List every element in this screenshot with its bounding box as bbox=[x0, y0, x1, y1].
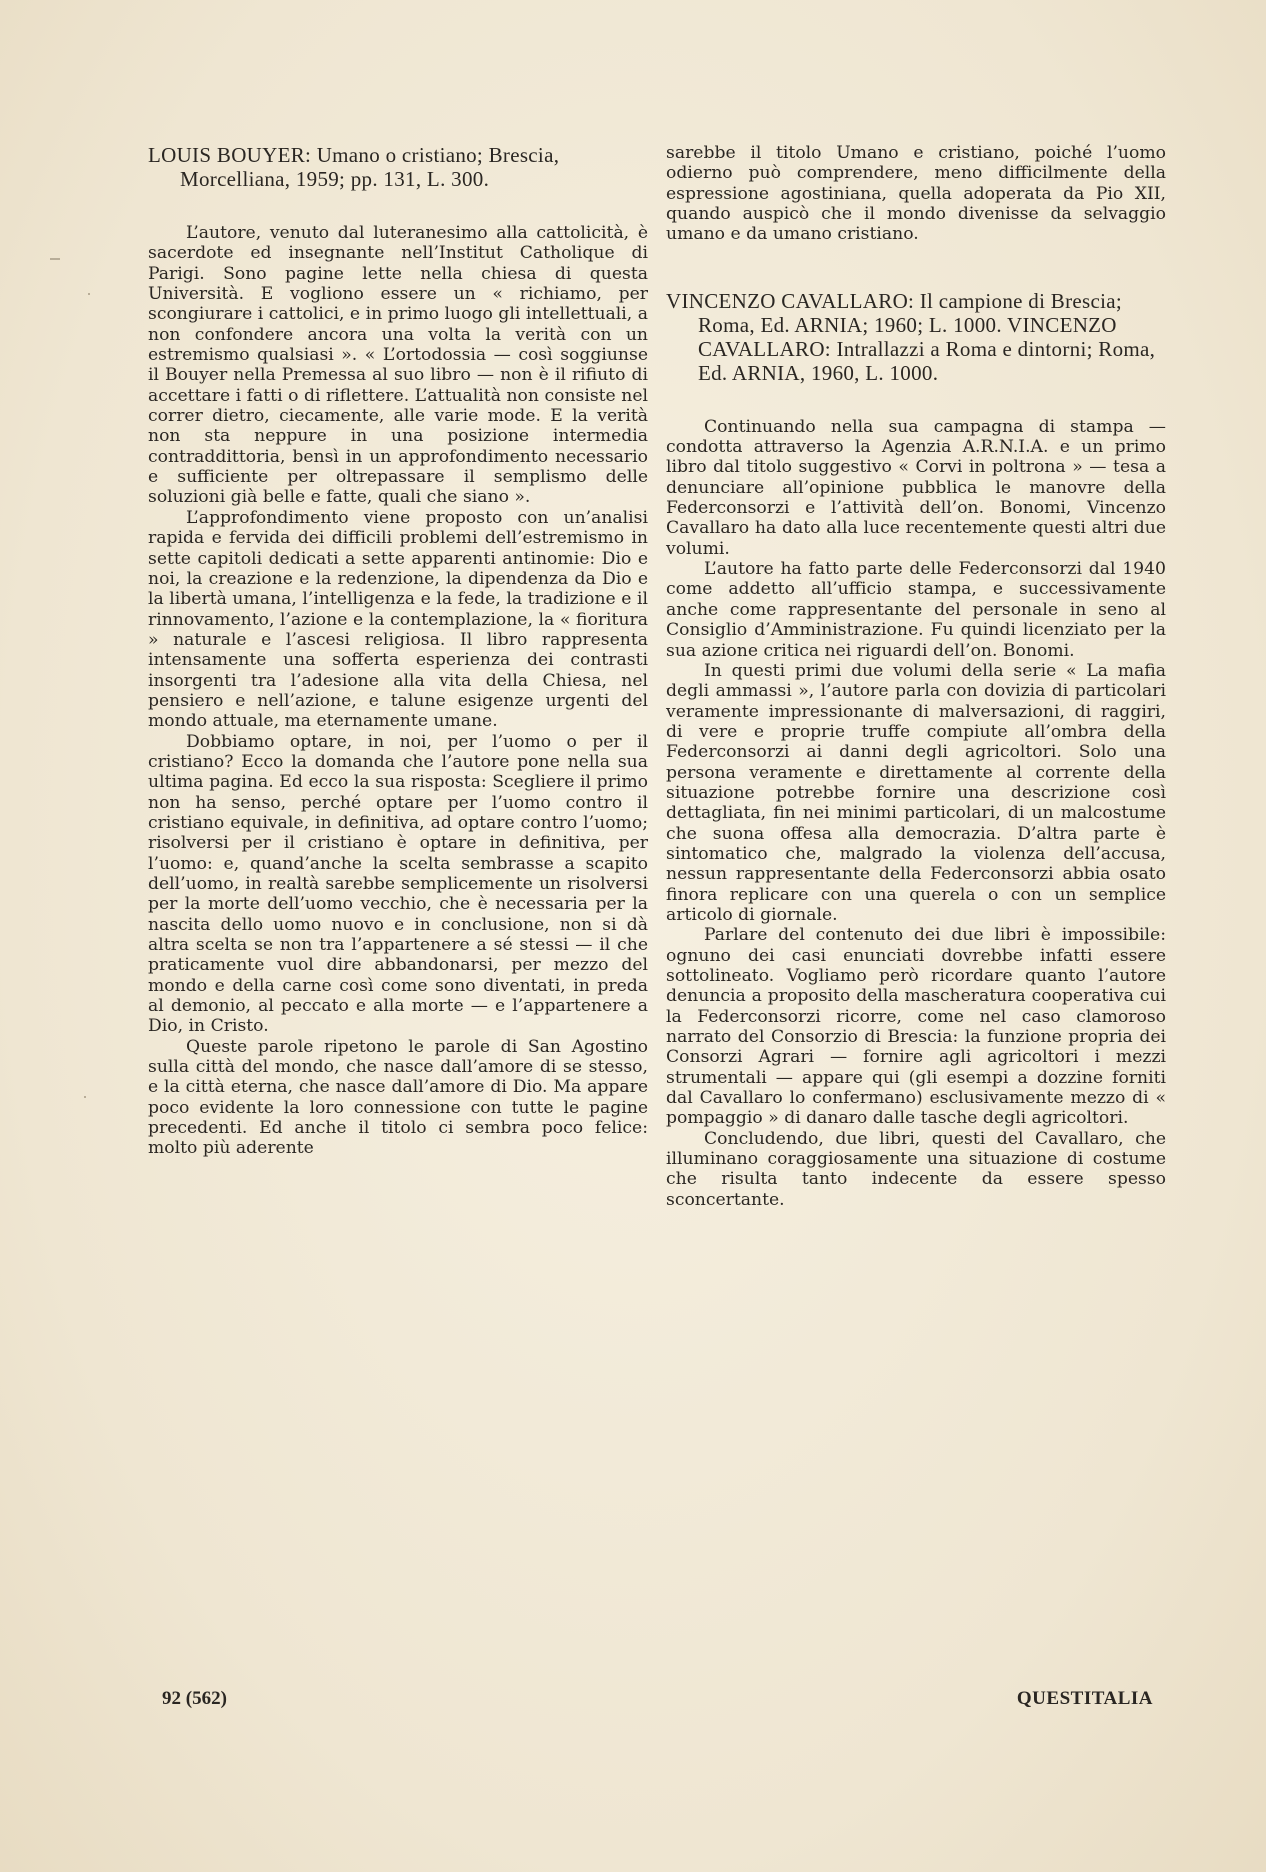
body-paragraph: Concludendo, due libri, questi del Cavallaro, che illuminano coraggiosamente una situazione di costume che risulta tanto indecente da essere spesso sconcertante. bbox=[666, 1128, 1166, 1210]
body-paragraph: Parlare del contenuto dei due libri è impossibile: ognuno dei casi enunciati dovrebbe infatti essere sottolineato. Vogliamo però ricordare quanto l’autore denuncia a proposito della mascheratura cooperativa cui la Federconsorzi ricorre, come nel caso clamoroso narrato del Consorzio di Brescia: la funzione propria dei Consorzi Agrari — fornire agli agricoltori i mezzi strumentali — appare qui (gli esempi a dozzine forniti dal Cavallaro lo confermano) esclusivamente mezzo di « pompaggio » di danaro dalle tasche degli agricoltori. bbox=[666, 925, 1166, 1129]
page-number: 92 (562) bbox=[162, 1688, 227, 1709]
margin-mark bbox=[50, 258, 60, 260]
margin-mark bbox=[84, 1096, 86, 1098]
left-column bbox=[148, 143, 648, 1159]
review-heading-bouyer: LOUIS BOUYER: Umano o cristiano; Brescia, Morcelliana, 1959; pp. 131, L. 300. bbox=[148, 143, 560, 191]
continued-paragraph: sarebbe il titolo Umano e cristiano, poiché l’uomo odierno può comprendere, meno difficilmente della espressione agostiniana, quella adoperata da Pio XII, quando auspicò che il mondo divenisse da selvaggio umano e da umano cristiano. bbox=[666, 143, 1166, 245]
body-paragraph: Dobbiamo optare, in noi, per l’uomo o per il cristiano? Ecco la domanda che l’autore pone nella sua ultima pagina. Ed ecco la sua risposta: Scegliere il primo non ha senso, perché optare per l’uomo contro il cristiano equivale, in definitiva, ad optare contro l’uomo; risolversi per il cristiano è optare in definitiva, per l’uomo: e, quand’anche la scelta sembrasse a scapito dell’uomo, in realtà sarebbe semplicemente un risolversi per la morte dell’uomo vecchio, che è necessaria per la nascita dello uomo nuovo e in conclusione, non si dà altra scelta se non tra l’appartenere a sé stessi — il che praticamente vuol dire abbandonarsi, per mezzo del mondo e della carne così come sono diventati, in preda al demonio, al peccato e alla morte — e l’appartenere a Dio, in Cristo. bbox=[148, 731, 648, 1037]
journal-name: QUESTITALIA bbox=[1016, 1688, 1153, 1709]
review-heading-cavallaro: VINCENZO CAVALLARO: Il campione di Brescia; Roma, Ed. ARNIA; 1960; L. 1000. VINCENZO CAVALLARO: Intrallazzi a Roma e dintorni; Roma, Ed. ARNIA, 1960, L. 1000. bbox=[666, 288, 1156, 385]
body-paragraph: L’autore, venuto dal luteranesimo alla cattolicità, è sacerdote ed insegnante nell’Institut Catholique di Parigi. Sono pagine lette nella chiesa di questa Università. E vogliono essere un « richiamo, per scongiurare i cattolici, e in primo luogo gli intellettuali, a non confondere ancora una volta la verità con un estremismo qualsiasi ». « L’ortodossia — così soggiunse il Bouyer nella Premessa al suo libro — non è il rifiuto di accettare i fatti o di riflettere. L’attualità non consiste nel correr dietro, ciecamente, alle varie mode. E la verità non sta neppure in una posizione intermedia contraddittoria, bensì in un approfondimento necessario e sufficiente per oltrepassare il semplismo delle soluzioni già belle e fatte, quali che siano ». bbox=[148, 223, 648, 508]
right-column bbox=[666, 143, 1166, 1210]
body-paragraph: L’autore ha fatto parte delle Federconsorzi dal 1940 come addetto all’ufficio stampa, e successivamente anche come rappresentante del personale in seno al Consiglio d’Amministrazione. Fu quindi licenziato per la sua azione critica nei riguardi dell’on. Bonomi. bbox=[666, 559, 1166, 661]
body-paragraph: Continuando nella sua campagna di stampa — condotta attraverso la Agenzia A.R.N.I.A. e un primo libro dal titolo suggestivo « Corvi in poltrona » — tesa a denunciare all’opinione pubblica le manovre della Federconsorzi e l’attività dell’on. Bonomi, Vincenzo Cavallaro ha dato alla luce recentemente questi altri due volumi. bbox=[666, 416, 1166, 559]
body-paragraph: Queste parole ripetono le parole di San Agostino sulla città del mondo, che nasce dall’amore di se stesso, e la città eterna, che nasce dall’amore di Dio. Ma appare poco evidente la loro connessione con tutte le pagine precedenti. Ed anche il titolo ci sembra poco felice: molto più aderente bbox=[148, 1036, 648, 1159]
body-paragraph: L’approfondimento viene proposto con un’analisi rapida e fervida dei difficili problemi dell’estremismo in sette capitoli dedicati a sette apparenti antinomie: Dio e noi, la creazione e la redenzione, la dipendenza da Dio e la libertà umana, l’intelligenza e la fede, la tradizione e il rinnovamento, l’azione e la contemplazione, la « fioritura » naturale e l’ascesi religiosa. Il libro rappresenta intensamente una sofferta esperienza dei contrasti insorgenti tra l’adesione alla vita della Chiesa, nel pensiero e nell’azione, e talune esigenze urgenti del mondo attuale, ma eternamente umane. bbox=[148, 507, 648, 732]
body-paragraph: In questi primi due volumi della serie « La mafia degli ammassi », l’autore parla con dovizia di particolari veramente impressionante di malversazioni, di raggiri, di vere e proprie truffe compiute all’ombra della Federconsorzi ai danni degli agricoltori. Solo una persona veramente e direttamente al corrente della situazione potrebbe fornire una descrizione così dettagliata, fin nei minimi particolari, di un malcostume che suona offesa alla democrazia. D’altra parte è sintomatico che, malgrado la violenza dell’accusa, nessun rappresentante della Federconsorzi abbia osato finora replicare con una querela o con un semplice articolo di giornale. bbox=[666, 660, 1166, 925]
margin-mark bbox=[88, 293, 90, 295]
